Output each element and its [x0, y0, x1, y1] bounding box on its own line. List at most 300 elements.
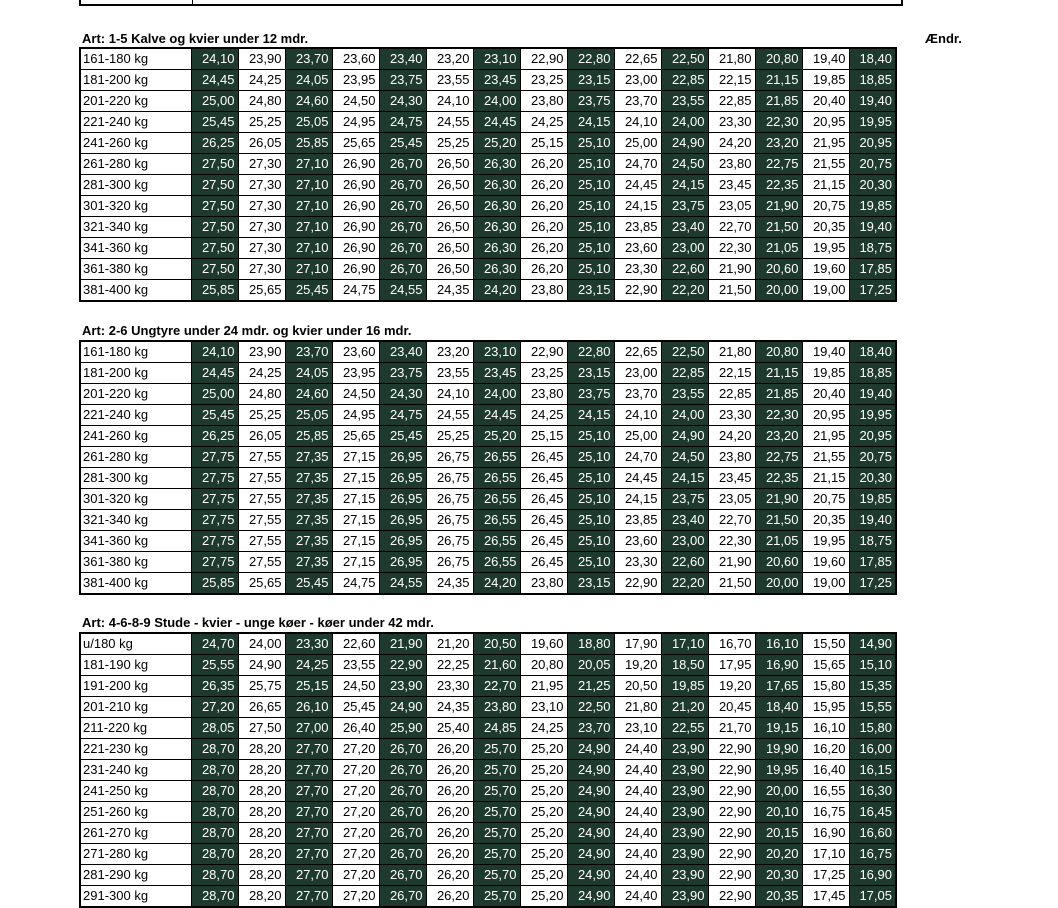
- price-cell: 26,50: [426, 196, 473, 217]
- price-cell: 23,80: [708, 154, 755, 175]
- price-cell: 19,40: [849, 510, 896, 531]
- price-cell: 27,30: [238, 196, 285, 217]
- price-cell: 28,20: [238, 844, 285, 865]
- price-cell: 17,10: [802, 844, 849, 865]
- price-cell: 20,95: [849, 426, 896, 447]
- price-cell: 20,95: [802, 112, 849, 133]
- price-cell: 26,50: [426, 238, 473, 259]
- price-cell: 23,40: [379, 48, 426, 70]
- weight-range-label: 241-260 kg: [80, 133, 191, 154]
- table-row: [80, 489, 896, 510]
- price-cell: 27,50: [191, 196, 238, 217]
- price-cell: 19,60: [802, 259, 849, 280]
- price-cell: 22,65: [614, 341, 661, 363]
- price-cell: 25,70: [473, 844, 520, 865]
- price-cell: 27,10: [285, 196, 332, 217]
- price-cell: 27,35: [285, 531, 332, 552]
- price-cell: 26,95: [379, 447, 426, 468]
- price-cell: 23,45: [708, 175, 755, 196]
- price-cell: 27,50: [191, 259, 238, 280]
- price-cell: 26,55: [473, 468, 520, 489]
- price-cell: 27,75: [191, 552, 238, 573]
- price-cell: 25,15: [520, 133, 567, 154]
- price-cell: 23,55: [426, 363, 473, 384]
- price-cell: 21,85: [755, 91, 802, 112]
- price-cell: 25,70: [473, 802, 520, 823]
- price-cell: 22,60: [661, 552, 708, 573]
- price-cell: 22,65: [614, 48, 661, 70]
- price-cell: 21,15: [802, 175, 849, 196]
- price-cell: 27,30: [238, 217, 285, 238]
- price-cell: 20,10: [755, 802, 802, 823]
- price-cell: 27,70: [285, 781, 332, 802]
- price-cell: 25,10: [567, 468, 614, 489]
- price-cell: 21,90: [755, 489, 802, 510]
- price-cell: 25,00: [191, 91, 238, 112]
- price-cell: 17,85: [849, 259, 896, 280]
- price-cell: 28,20: [238, 739, 285, 760]
- price-cell: 24,95: [332, 112, 379, 133]
- price-cell: 27,70: [285, 865, 332, 886]
- price-cell: 24,55: [379, 573, 426, 595]
- price-cell: 27,55: [238, 531, 285, 552]
- price-cell: 24,20: [708, 133, 755, 154]
- price-cell: 27,55: [238, 510, 285, 531]
- price-cell: 15,65: [802, 655, 849, 676]
- weight-range-label: u/180 kg: [80, 633, 191, 655]
- price-cell: 15,80: [849, 718, 896, 739]
- table-row: [80, 739, 896, 760]
- price-cell: 26,75: [426, 510, 473, 531]
- price-cell: 23,90: [661, 760, 708, 781]
- price-cell: 26,75: [426, 489, 473, 510]
- weight-range-label: 341-360 kg: [80, 238, 191, 259]
- price-cell: 24,20: [473, 573, 520, 595]
- price-cell: 19,20: [614, 655, 661, 676]
- price-cell: 27,20: [332, 760, 379, 781]
- price-cell: 27,20: [332, 781, 379, 802]
- price-cell: 27,30: [238, 238, 285, 259]
- price-cell: 23,60: [614, 238, 661, 259]
- price-cell: 23,85: [614, 510, 661, 531]
- price-cell: 18,75: [849, 531, 896, 552]
- price-cell: 20,75: [849, 154, 896, 175]
- price-cell: 23,80: [520, 91, 567, 112]
- price-cell: 23,90: [661, 802, 708, 823]
- price-cell: 24,90: [567, 865, 614, 886]
- price-cell: 23,25: [520, 363, 567, 384]
- price-cell: 23,15: [567, 573, 614, 595]
- price-cell: 26,70: [379, 781, 426, 802]
- price-cell: 21,50: [755, 510, 802, 531]
- weight-range-label: 181-200 kg: [80, 70, 191, 91]
- price-cell: 28,05: [191, 718, 238, 739]
- section-title: Art: 1-5 Kalve og kvier under 12 mdr.: [82, 31, 309, 46]
- price-cell: 26,55: [473, 531, 520, 552]
- price-cell: 25,10: [567, 552, 614, 573]
- weight-range-label: 201-220 kg: [80, 384, 191, 405]
- price-cell: 16,00: [849, 739, 896, 760]
- price-cell: 24,70: [614, 154, 661, 175]
- price-cell: 24,90: [661, 133, 708, 154]
- price-cell: 26,20: [520, 196, 567, 217]
- weight-range-label: 261-280 kg: [80, 154, 191, 175]
- price-cell: 20,05: [567, 655, 614, 676]
- price-cell: 16,75: [849, 844, 896, 865]
- price-cell: 25,65: [238, 573, 285, 595]
- table-row: [80, 781, 896, 802]
- table-row: [80, 91, 896, 112]
- price-cell: 21,15: [755, 70, 802, 91]
- price-cell: 25,10: [567, 133, 614, 154]
- price-cell: 20,60: [755, 552, 802, 573]
- price-cell: 27,30: [238, 154, 285, 175]
- price-cell: 21,05: [755, 238, 802, 259]
- price-cell: 20,40: [802, 384, 849, 405]
- price-cell: 26,70: [379, 175, 426, 196]
- price-cell: 24,10: [426, 384, 473, 405]
- price-cell: 22,75: [755, 154, 802, 175]
- price-cell: 25,45: [191, 112, 238, 133]
- price-cell: 27,15: [332, 552, 379, 573]
- price-cell: 23,70: [614, 384, 661, 405]
- price-cell: 25,00: [614, 133, 661, 154]
- table-row: [80, 259, 896, 280]
- price-cell: 24,15: [614, 489, 661, 510]
- price-cell: 24,20: [708, 426, 755, 447]
- price-cell: 25,20: [520, 760, 567, 781]
- price-cell: 28,70: [191, 739, 238, 760]
- price-cell: 18,85: [849, 70, 896, 91]
- price-cell: 20,00: [755, 781, 802, 802]
- price-cell: 25,20: [520, 865, 567, 886]
- price-cell: 23,20: [426, 341, 473, 363]
- table-row: [80, 802, 896, 823]
- price-cell: 26,45: [520, 552, 567, 573]
- price-cell: 24,50: [332, 676, 379, 697]
- weight-range-label: 301-320 kg: [80, 196, 191, 217]
- weight-range-label: 381-400 kg: [80, 573, 191, 595]
- price-cell: 27,55: [238, 447, 285, 468]
- price-cell: 23,55: [661, 91, 708, 112]
- price-cell: 24,25: [520, 405, 567, 426]
- price-cell: 21,90: [755, 196, 802, 217]
- price-cell: 21,70: [708, 718, 755, 739]
- table-row: [80, 70, 896, 91]
- price-cell: 26,70: [379, 259, 426, 280]
- price-cell: 26,70: [379, 238, 426, 259]
- price-cell: 22,35: [755, 468, 802, 489]
- price-cell: 27,20: [332, 886, 379, 908]
- price-cell: 23,70: [614, 91, 661, 112]
- price-cell: 23,90: [661, 844, 708, 865]
- price-cell: 16,55: [802, 781, 849, 802]
- price-cell: 19,15: [755, 718, 802, 739]
- table-row: [80, 531, 896, 552]
- price-cell: 24,15: [614, 196, 661, 217]
- price-cell: 24,00: [661, 405, 708, 426]
- price-cell: 25,05: [285, 112, 332, 133]
- price-cell: 25,90: [379, 718, 426, 739]
- price-cell: 27,75: [191, 531, 238, 552]
- price-cell: 27,15: [332, 510, 379, 531]
- price-cell: 23,15: [567, 363, 614, 384]
- price-cell: 24,05: [285, 70, 332, 91]
- price-cell: 25,10: [567, 154, 614, 175]
- price-cell: 28,20: [238, 760, 285, 781]
- price-cell: 24,00: [661, 112, 708, 133]
- price-cell: 23,00: [661, 238, 708, 259]
- price-cell: 24,30: [379, 384, 426, 405]
- weight-range-label: 221-240 kg: [80, 112, 191, 133]
- price-cell: 26,45: [520, 447, 567, 468]
- price-cell: 22,90: [520, 341, 567, 363]
- price-cell: 23,20: [426, 48, 473, 70]
- price-cell: 15,80: [802, 676, 849, 697]
- price-cell: 25,00: [191, 384, 238, 405]
- price-cell: 25,10: [567, 238, 614, 259]
- price-cell: 26,20: [426, 781, 473, 802]
- price-cell: 26,95: [379, 468, 426, 489]
- price-cell: 23,30: [426, 676, 473, 697]
- price-cell: 25,45: [285, 573, 332, 595]
- price-cell: 21,15: [802, 468, 849, 489]
- price-cell: 24,45: [614, 175, 661, 196]
- price-cell: 27,35: [285, 510, 332, 531]
- price-cell: 22,60: [332, 633, 379, 655]
- price-cell: 26,20: [426, 760, 473, 781]
- price-cell: 23,15: [567, 70, 614, 91]
- weight-range-label: 221-230 kg: [80, 739, 191, 760]
- price-cell: 23,40: [379, 341, 426, 363]
- price-cell: 24,75: [332, 573, 379, 595]
- price-cell: 22,85: [708, 384, 755, 405]
- price-cell: 26,70: [379, 886, 426, 908]
- price-cell: 27,50: [191, 238, 238, 259]
- price-cell: 23,10: [473, 341, 520, 363]
- price-cell: 23,00: [614, 363, 661, 384]
- price-cell: 22,55: [661, 718, 708, 739]
- price-cell: 24,25: [238, 70, 285, 91]
- price-cell: 26,50: [426, 175, 473, 196]
- price-cell: 21,50: [755, 217, 802, 238]
- price-cell: 24,35: [426, 280, 473, 302]
- price-cell: 26,45: [520, 531, 567, 552]
- price-cell: 25,55: [191, 655, 238, 676]
- price-cell: 28,70: [191, 886, 238, 908]
- price-cell: 25,65: [332, 133, 379, 154]
- price-cell: 27,15: [332, 489, 379, 510]
- price-cell: 25,20: [520, 739, 567, 760]
- price-cell: 16,90: [802, 823, 849, 844]
- price-cell: 22,85: [661, 70, 708, 91]
- price-cell: 23,05: [708, 196, 755, 217]
- price-cell: 23,40: [661, 217, 708, 238]
- weight-range-label: 281-300 kg: [80, 468, 191, 489]
- price-cell: 25,45: [285, 280, 332, 302]
- weight-range-label: 181-200 kg: [80, 363, 191, 384]
- price-cell: 24,25: [520, 112, 567, 133]
- price-cell: 27,75: [191, 489, 238, 510]
- weight-range-label: 361-380 kg: [80, 552, 191, 573]
- price-cell: 15,35: [849, 676, 896, 697]
- price-cell: 26,45: [520, 489, 567, 510]
- price-cell: 25,20: [520, 823, 567, 844]
- price-cell: 21,60: [473, 655, 520, 676]
- price-cell: 27,55: [238, 489, 285, 510]
- price-cell: 20,50: [614, 676, 661, 697]
- price-cell: 16,90: [849, 865, 896, 886]
- price-cell: 23,30: [285, 633, 332, 655]
- price-cell: 25,15: [520, 426, 567, 447]
- price-cell: 24,40: [614, 865, 661, 886]
- price-cell: 26,90: [332, 154, 379, 175]
- price-cell: 24,10: [614, 405, 661, 426]
- price-cell: 28,70: [191, 781, 238, 802]
- price-cell: 24,10: [191, 341, 238, 363]
- price-cell: 23,70: [285, 341, 332, 363]
- weight-range-label: 251-260 kg: [80, 802, 191, 823]
- price-cell: 15,55: [849, 697, 896, 718]
- price-cell: 24,10: [426, 91, 473, 112]
- price-cell: 25,20: [520, 802, 567, 823]
- price-cell: 24,60: [285, 91, 332, 112]
- weight-range-label: 291-300 kg: [80, 886, 191, 908]
- price-cell: 16,40: [802, 760, 849, 781]
- price-cell: 23,45: [708, 468, 755, 489]
- price-cell: 27,75: [191, 447, 238, 468]
- price-cell: 23,60: [614, 531, 661, 552]
- price-cell: 26,70: [379, 802, 426, 823]
- price-cell: 21,95: [802, 133, 849, 154]
- price-cell: 19,85: [802, 70, 849, 91]
- price-cell: 27,35: [285, 447, 332, 468]
- price-cell: 20,75: [802, 196, 849, 217]
- price-cell: 28,70: [191, 823, 238, 844]
- price-cell: 20,60: [755, 259, 802, 280]
- price-cell: 24,55: [426, 405, 473, 426]
- price-cell: 18,85: [849, 363, 896, 384]
- price-cell: 22,20: [661, 573, 708, 595]
- price-cell: 16,75: [802, 802, 849, 823]
- price-cell: 24,00: [473, 384, 520, 405]
- weight-range-label: 241-250 kg: [80, 781, 191, 802]
- price-cell: 19,00: [802, 573, 849, 595]
- price-cell: 24,55: [379, 280, 426, 302]
- price-cell: 25,25: [238, 112, 285, 133]
- table-row: [80, 510, 896, 531]
- price-cell: 18,75: [849, 238, 896, 259]
- price-cell: 25,10: [567, 196, 614, 217]
- price-cell: 24,90: [661, 426, 708, 447]
- price-cell: 24,85: [473, 718, 520, 739]
- price-cell: 14,90: [849, 633, 896, 655]
- price-cell: 25,70: [473, 739, 520, 760]
- price-cell: 27,10: [285, 217, 332, 238]
- price-cell: 22,90: [708, 802, 755, 823]
- price-cell: 24,70: [191, 633, 238, 655]
- price-cell: 26,40: [332, 718, 379, 739]
- price-cell: 22,30: [755, 112, 802, 133]
- price-cell: 26,05: [238, 426, 285, 447]
- price-cell: 24,75: [379, 405, 426, 426]
- price-cell: 25,10: [567, 259, 614, 280]
- price-cell: 27,20: [332, 739, 379, 760]
- price-cell: 26,20: [520, 154, 567, 175]
- price-cell: 26,20: [426, 844, 473, 865]
- price-cell: 22,90: [614, 280, 661, 302]
- price-cell: 23,75: [379, 363, 426, 384]
- table-row: [80, 823, 896, 844]
- price-cell: 27,70: [285, 760, 332, 781]
- weight-range-label: 341-360 kg: [80, 531, 191, 552]
- weight-range-label: 321-340 kg: [80, 510, 191, 531]
- table-row: [80, 405, 896, 426]
- price-cell: 27,50: [191, 154, 238, 175]
- price-cell: 23,30: [708, 405, 755, 426]
- weight-range-label: 191-200 kg: [80, 676, 191, 697]
- price-cell: 28,70: [191, 865, 238, 886]
- price-cell: 26,75: [426, 447, 473, 468]
- price-cell: 25,85: [285, 426, 332, 447]
- price-cell: 25,45: [332, 697, 379, 718]
- price-cell: 27,70: [285, 886, 332, 908]
- price-cell: 25,70: [473, 781, 520, 802]
- price-cell: 23,90: [238, 48, 285, 70]
- price-cell: 24,40: [614, 886, 661, 908]
- price-cell: 27,55: [238, 468, 285, 489]
- price-cell: 21,85: [755, 384, 802, 405]
- price-cell: 25,10: [567, 531, 614, 552]
- price-cell: 17,65: [755, 676, 802, 697]
- price-cell: 22,50: [661, 48, 708, 70]
- price-cell: 16,10: [755, 633, 802, 655]
- price-cell: 25,45: [191, 405, 238, 426]
- weight-range-label: 181-190 kg: [80, 655, 191, 676]
- price-cell: 16,10: [802, 718, 849, 739]
- price-cell: 17,25: [849, 280, 896, 302]
- price-cell: 25,05: [285, 405, 332, 426]
- price-cell: 19,40: [802, 48, 849, 70]
- price-cell: 26,55: [473, 447, 520, 468]
- price-table: [79, 340, 897, 595]
- price-cell: 23,80: [520, 573, 567, 595]
- price-cell: 17,25: [802, 865, 849, 886]
- price-cell: 27,30: [238, 259, 285, 280]
- price-cell: 20,50: [473, 633, 520, 655]
- price-cell: 16,45: [849, 802, 896, 823]
- price-cell: 25,10: [567, 510, 614, 531]
- weight-range-label: 201-220 kg: [80, 91, 191, 112]
- price-cell: 25,45: [379, 426, 426, 447]
- price-cell: 22,90: [379, 655, 426, 676]
- price-cell: 23,20: [755, 426, 802, 447]
- table-row: [80, 844, 896, 865]
- price-cell: 25,25: [426, 133, 473, 154]
- price-cell: 25,40: [426, 718, 473, 739]
- price-cell: 21,95: [520, 676, 567, 697]
- price-cell: 27,30: [238, 175, 285, 196]
- price-cell: 26,30: [473, 196, 520, 217]
- price-cell: 22,20: [661, 280, 708, 302]
- weight-range-label: 161-180 kg: [80, 341, 191, 363]
- price-cell: 25,70: [473, 760, 520, 781]
- price-cell: 19,90: [755, 739, 802, 760]
- price-cell: 27,75: [191, 468, 238, 489]
- table-row: [80, 341, 896, 363]
- price-cell: 27,35: [285, 489, 332, 510]
- price-cell: 23,20: [755, 133, 802, 154]
